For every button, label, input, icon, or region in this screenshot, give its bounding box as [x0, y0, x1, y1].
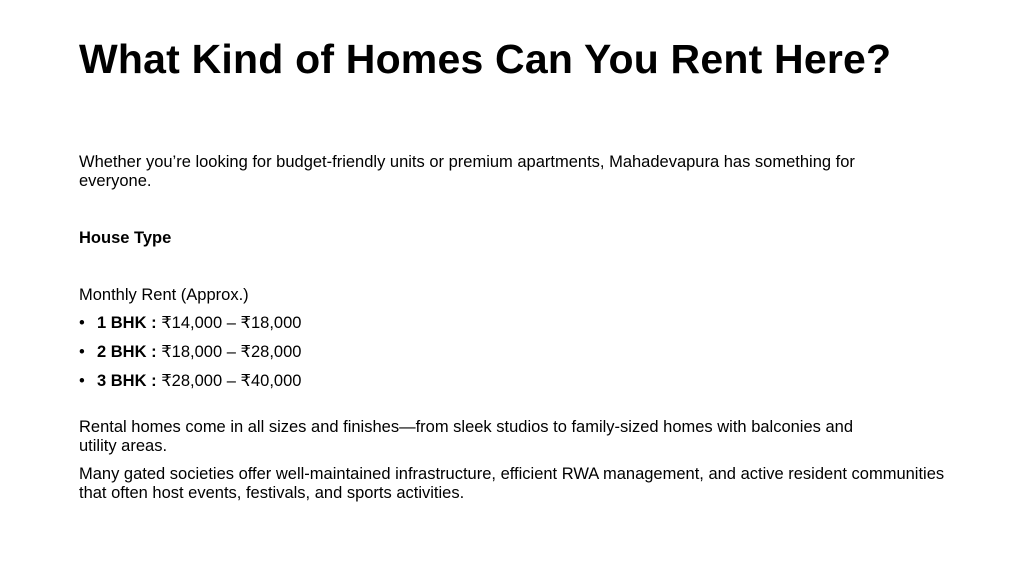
rent-range: ₹18,000 – ₹28,000	[161, 343, 302, 361]
slide-body	[79, 153, 959, 503]
rent-range: ₹28,000 – ₹40,000	[161, 372, 302, 390]
bhk-label: 3 BHK :	[97, 372, 157, 390]
rent-list	[79, 314, 959, 391]
bhk-label: 2 BHK :	[97, 343, 157, 361]
bhk-label: 1 BHK :	[97, 314, 157, 332]
slide-title: What Kind of Homes Can You Rent Here?	[79, 36, 892, 82]
monthly-rent-heading: Monthly Rent (Approx.)	[79, 286, 249, 304]
rent-list-item-3bhk	[79, 372, 959, 391]
rent-list-item-2bhk	[79, 343, 959, 362]
house-type-heading: House Type	[79, 229, 172, 247]
rent-list-item-1bhk	[79, 314, 959, 333]
closing-paragraph-societies: Many gated societies offer well-maintained infrastructure, efficient RWA management, and active resident communities that often host events, festivals, and sports activities.	[79, 465, 945, 502]
intro-paragraph: Whether you’re looking for budget-friendly units or premium apartments, Mahadevapura has something for everyone.	[79, 153, 855, 190]
rent-range: ₹14,000 – ₹18,000	[161, 314, 302, 332]
closing-paragraph-sizes: Rental homes come in all sizes and finishes—from sleek studios to family-sized homes with balconies and utility areas.	[79, 418, 854, 455]
